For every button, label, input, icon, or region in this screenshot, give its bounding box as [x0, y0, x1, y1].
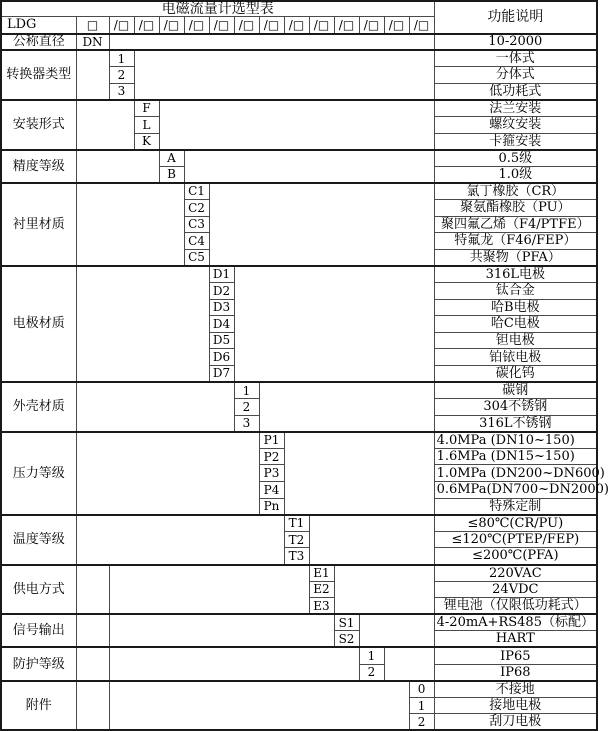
temperature-rating-label: 温度等级: [1, 515, 76, 565]
protection-rating-code-2: 2: [359, 664, 384, 681]
installation-type-code-L: L: [134, 116, 159, 133]
housing-material-desc-1: 碳钢: [434, 382, 597, 399]
model-code-slot: /□: [259, 17, 284, 34]
accessories-code-1: 1: [409, 697, 434, 714]
power-supply-label: 供电方式: [1, 565, 76, 615]
converter-type-code-3: 3: [109, 83, 134, 100]
spacer-cell: [76, 100, 134, 150]
spacer-cell: [76, 565, 109, 615]
electrode-material-code-D1: D1: [209, 266, 234, 283]
protection-rating-desc-2: IP68: [434, 664, 597, 681]
spacer-cell: [109, 34, 434, 51]
accuracy-class-code-A: A: [159, 150, 184, 167]
model-code-slot: /□: [109, 17, 134, 34]
installation-type-code-K: K: [134, 133, 159, 150]
liner-material-desc-C3: 聚四氟乙烯（F4/PTFE）: [434, 216, 597, 233]
power-supply-desc-E3: 锂电池（仅限低功耗式）: [434, 598, 597, 615]
liner-material-desc-C1: 氯丁橡胶（CR）: [434, 183, 597, 200]
liner-material-code-C5: C5: [184, 249, 209, 266]
pressure-rating-code-P2: P2: [259, 448, 284, 465]
converter-type-desc-3: 低功耗式: [434, 83, 597, 100]
electrode-material-label: 电极材质: [1, 266, 76, 382]
nominal-diameter-label: 公称直径: [1, 34, 76, 51]
model-code-slot: /□: [209, 17, 234, 34]
spacer-cell: [76, 614, 109, 647]
model-code-slot: /□: [184, 17, 209, 34]
power-supply-code-E3: E3: [309, 598, 334, 615]
installation-type-desc-L: 螺纹安装: [434, 116, 597, 133]
electrode-material-code-D3: D3: [209, 299, 234, 316]
accuracy-class-label: 精度等级: [1, 150, 76, 183]
function-description-header: 功能说明: [434, 1, 597, 34]
spacer-cell: [184, 150, 434, 183]
power-supply-code-E2: E2: [309, 581, 334, 598]
pressure-rating-code-P4: P4: [259, 482, 284, 499]
temperature-rating-desc-T2: ≤120℃(PTEP/FEP): [434, 531, 597, 548]
signal-output-desc-S2: HART: [434, 631, 597, 648]
liner-material-code-C2: C2: [184, 199, 209, 216]
liner-material-row: [1, 183, 597, 200]
temperature-rating-code-T1: T1: [284, 515, 309, 532]
pressure-rating-code-P1: P1: [259, 432, 284, 449]
spacer-cell: [109, 565, 309, 615]
electrode-material-code-D4: D4: [209, 316, 234, 333]
accessories-code-2: 2: [409, 714, 434, 731]
spacer-cell: [76, 183, 184, 266]
model-code-slot: /□: [309, 17, 334, 34]
liner-material-code-C1: C1: [184, 183, 209, 200]
electrode-material-desc-D5: 钽电极: [434, 332, 597, 349]
accessories-code-0: 0: [409, 681, 434, 698]
liner-material-desc-C4: 特氟龙（F46/FEP）: [434, 233, 597, 250]
protection-rating-label: 防护等级: [1, 647, 76, 680]
pressure-rating-desc-P3: 1.0MPa (DN200~DN600): [434, 465, 597, 482]
electrode-material-code-D2: D2: [209, 282, 234, 299]
converter-type-label: 转换器类型: [1, 50, 76, 100]
installation-type-row: [1, 100, 597, 117]
spacer-cell: [384, 647, 434, 680]
electrode-material-code-D5: D5: [209, 332, 234, 349]
installation-type-desc-F: 法兰安装: [434, 100, 597, 117]
power-supply-desc-E1: 220VAC: [434, 565, 597, 582]
spacer-cell: [76, 150, 159, 183]
liner-material-code-C4: C4: [184, 233, 209, 250]
title-row: [1, 1, 597, 17]
spacer-cell: [76, 515, 284, 565]
installation-type-desc-K: 卡箍安装: [434, 133, 597, 150]
spacer-cell: [159, 100, 434, 150]
pressure-rating-desc-P4: 0.6MPa(DN700~DN2000): [434, 482, 597, 499]
spacer-cell: [76, 382, 234, 432]
model-code-slot: /□: [384, 17, 409, 34]
signal-output-code-S2: S2: [334, 631, 359, 648]
pressure-rating-desc-Pn: 特殊定制: [434, 498, 597, 515]
model-code-slot: /□: [359, 17, 384, 34]
spacer-cell: [109, 614, 334, 647]
spacer-cell: [259, 382, 434, 432]
temperature-rating-row: [1, 515, 597, 532]
power-supply-code-E1: E1: [309, 565, 334, 582]
housing-material-desc-2: 304不锈钢: [434, 399, 597, 416]
signal-output-code-S1: S1: [334, 614, 359, 631]
accuracy-class-row: [1, 150, 597, 167]
spacer-cell: [76, 50, 109, 100]
temperature-rating-code-T3: T3: [284, 548, 309, 565]
spacer-cell: [359, 614, 434, 647]
model-code-slot: /□: [409, 17, 434, 34]
spacer-cell: [76, 432, 259, 515]
accessories-desc-2: 刮刀电极: [434, 714, 597, 731]
housing-material-row: [1, 382, 597, 399]
spacer-cell: [284, 432, 434, 515]
converter-type-row: [1, 50, 597, 67]
spacer-cell: [134, 50, 434, 100]
pressure-rating-row: [1, 432, 597, 449]
model-code-slot: /□: [284, 17, 309, 34]
electrode-material-desc-D4: 哈C电极: [434, 316, 597, 333]
nominal-diameter-row: [1, 34, 597, 51]
spacer-cell: [76, 266, 209, 382]
spacer-cell: [76, 647, 109, 680]
model-code-slot: /□: [234, 17, 259, 34]
spacer-cell: [76, 681, 109, 731]
pressure-rating-code-Pn: Pn: [259, 498, 284, 515]
liner-material-label: 衬里材质: [1, 183, 76, 266]
accessories-label: 附件: [1, 681, 76, 731]
pressure-rating-desc-P2: 1.6MPa (DN15~150): [434, 448, 597, 465]
signal-output-label: 信号输出: [1, 614, 76, 647]
installation-type-code-F: F: [134, 100, 159, 117]
protection-rating-row: [1, 647, 597, 664]
model-code-label: LDG: [1, 17, 76, 34]
installation-type-label: 安装形式: [1, 100, 76, 150]
signal-output-desc-S1: 4-20mA+RS485（标配）: [434, 614, 597, 631]
converter-type-code-2: 2: [109, 67, 134, 84]
model-code-slot: /□: [334, 17, 359, 34]
spacer-cell: [309, 515, 434, 565]
table-title: 电磁流量计选型表: [1, 1, 434, 17]
electrode-material-row: [1, 266, 597, 283]
pressure-rating-label: 压力等级: [1, 432, 76, 515]
accessories-desc-0: 不接地: [434, 681, 597, 698]
electrode-material-desc-D7: 碳化钨: [434, 365, 597, 382]
protection-rating-desc-1: IP65: [434, 647, 597, 664]
liner-material-desc-C2: 聚氨酯橡胶（PU）: [434, 199, 597, 216]
nominal-diameter-code-DN: DN: [76, 34, 109, 51]
electrode-material-code-D7: D7: [209, 365, 234, 382]
protection-rating-code-1: 1: [359, 647, 384, 664]
accuracy-class-code-B: B: [159, 166, 184, 183]
housing-material-label: 外壳材质: [1, 382, 76, 432]
nominal-diameter-desc-DN: 10-2000: [434, 34, 597, 51]
accuracy-class-desc-B: 1.0级: [434, 166, 597, 183]
liner-material-code-C3: C3: [184, 216, 209, 233]
housing-material-code-1: 1: [234, 382, 259, 399]
housing-material-code-3: 3: [234, 415, 259, 432]
pressure-rating-code-P3: P3: [259, 465, 284, 482]
electrode-material-desc-D6: 铂铱电极: [434, 349, 597, 366]
power-supply-row: [1, 565, 597, 582]
power-supply-desc-E2: 24VDC: [434, 581, 597, 598]
converter-type-desc-2: 分体式: [434, 67, 597, 84]
spacer-cell: [334, 565, 434, 615]
liner-material-desc-C5: 共聚物（PFA）: [434, 249, 597, 266]
accuracy-class-desc-A: 0.5级: [434, 150, 597, 167]
converter-type-desc-1: 一体式: [434, 50, 597, 67]
housing-material-desc-3: 316L不锈钢: [434, 415, 597, 432]
accessories-row: [1, 681, 597, 698]
accessories-desc-1: 接地电极: [434, 697, 597, 714]
signal-output-row: [1, 614, 597, 631]
electrode-material-desc-D2: 钛合金: [434, 282, 597, 299]
temperature-rating-desc-T3: ≤200℃(PFA): [434, 548, 597, 565]
housing-material-code-2: 2: [234, 399, 259, 416]
model-code-slot: /□: [159, 17, 184, 34]
model-code-slot: /□: [134, 17, 159, 34]
spacer-cell: [234, 266, 434, 382]
electrode-material-desc-D3: 哈B电极: [434, 299, 597, 316]
temperature-rating-desc-T1: ≤80℃(CR/PU): [434, 515, 597, 532]
model-code-box: □: [76, 17, 109, 34]
electrode-material-code-D6: D6: [209, 349, 234, 366]
temperature-rating-code-T2: T2: [284, 531, 309, 548]
spacer-cell: [209, 183, 434, 266]
converter-type-code-1: 1: [109, 50, 134, 67]
electrode-material-desc-D1: 316L电极: [434, 266, 597, 283]
pressure-rating-desc-P1: 4.0MPa (DN10~150): [434, 432, 597, 449]
spacer-cell: [109, 681, 409, 731]
spacer-cell: [109, 647, 359, 680]
